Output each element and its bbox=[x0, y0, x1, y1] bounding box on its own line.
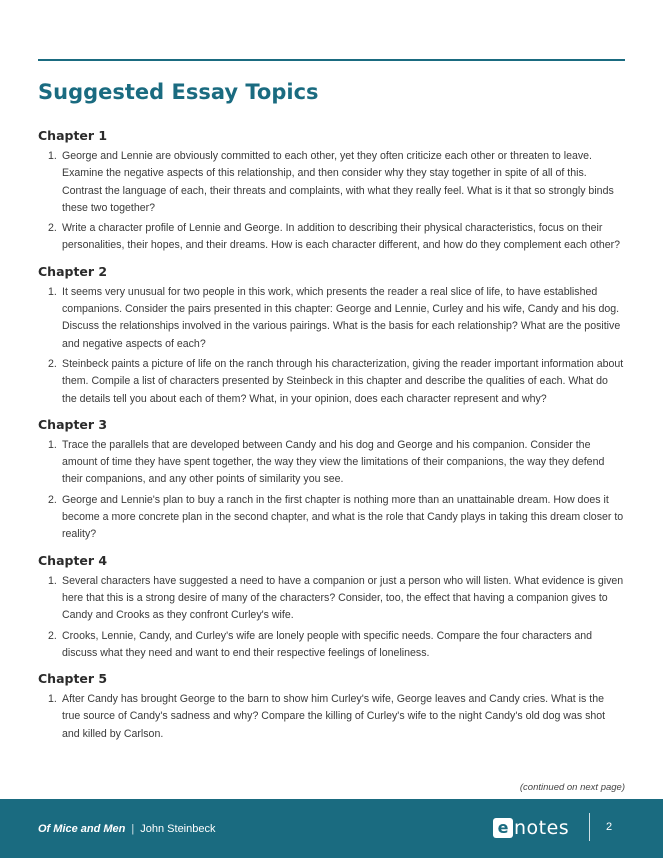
chapter-section bbox=[38, 264, 625, 408]
top-rule bbox=[38, 59, 625, 61]
chapter-heading: Chapter 1 bbox=[38, 128, 108, 143]
topic-item bbox=[38, 356, 625, 408]
chapter-section bbox=[38, 128, 625, 255]
page-number: 2 bbox=[606, 821, 613, 833]
topic-list bbox=[38, 148, 625, 255]
enotes-logo-text: notes bbox=[514, 817, 570, 839]
topic-item bbox=[38, 628, 625, 663]
topic-text: George and Lennie are obviously committed to each other, yet they often criticize each other or threaten to leave. Examine the negative aspects of this relationship, and then consider why they stay together in spite of all of this. Contrast the language of each, their threats and complaints, with what they really feel. What is it that so strongly binds these two together? bbox=[62, 150, 614, 214]
footer-book-info bbox=[38, 823, 215, 835]
topic-list bbox=[38, 691, 625, 743]
topic-text: Several characters have suggested a need to have a companion or just a person who will listen. What evidence is given here that this is a strong desire of many of the characters? Consider, too, the effect that having a companion gives to Candy and Crooks as they confront Curley's wife. bbox=[62, 574, 624, 622]
topic-list bbox=[38, 437, 625, 544]
topic-item bbox=[38, 492, 625, 544]
chapter-heading: Chapter 4 bbox=[38, 552, 108, 568]
topic-number: 1. bbox=[48, 574, 57, 587]
chapter-section bbox=[38, 417, 625, 544]
topic-item bbox=[38, 437, 625, 489]
page-title: Suggested Essay Topics bbox=[38, 80, 319, 104]
topic-text: Trace the parallels that are developed between Candy and his dog and George and his companion. Consider the amount of time they have spent together, the way they view the limitations of their companions, the way they defend their companions, and any other points of similarity you see. bbox=[62, 438, 605, 486]
topic-list bbox=[38, 284, 625, 408]
topic-text: It seems very unusual for two people in this work, which presents the reader a real slice of life, to have established companions. Consider the pairs presented in this chapter: George and Lennie, Curley and his wife, Candy and his dog. Discuss the relationships involved in the various pairings. What is the basis for each relationship? What are the positive and negative aspects of each? bbox=[62, 285, 621, 350]
topic-number: 2. bbox=[48, 629, 57, 642]
continued-note: (continued on next page) bbox=[519, 782, 625, 793]
chapter-heading: Chapter 3 bbox=[38, 416, 108, 432]
topic-number: 1. bbox=[48, 438, 57, 451]
topic-number: 2. bbox=[48, 493, 57, 506]
topic-text: Steinbeck paints a picture of life on the ranch through his characterization, giving the reader important information about them. Compile a list of characters presented by Steinbeck in this chapter and describe the qualities of each. What do the details tell you about each of them? What, in your opinion, does each character represent and why? bbox=[62, 357, 624, 405]
footer-author: John Steinbeck bbox=[140, 823, 216, 835]
chapter-section bbox=[38, 553, 625, 662]
essay-topics-content bbox=[38, 128, 625, 752]
chapter-heading: Chapter 5 bbox=[38, 671, 108, 687]
topic-text: Crooks, Lennie, Candy, and Curley's wife are lonely people with specific needs. Compare the four characters and discuss what they need and want to end their respective feelings of loneliness. bbox=[62, 629, 593, 659]
topic-number: 1. bbox=[48, 150, 57, 162]
topic-text: Write a character profile of Lennie and George. In addition to describing their physical characteristics, focus on their personalities, their hopes, and their dreams. How is each character different, and how do they complement each other? bbox=[62, 222, 621, 252]
enotes-e-icon: e bbox=[493, 818, 513, 838]
footer-separator: | bbox=[131, 823, 135, 835]
topic-item bbox=[38, 148, 625, 217]
topic-text: After Candy has brought George to the barn to show him Curley's wife, George leaves and Candy cries. What is the true source of Candy's sadness and why? Compare the killing of Curley's wife to the night Candy's old dog was shot and killed by Carlson. bbox=[62, 693, 606, 740]
chapter-heading: Chapter 2 bbox=[38, 263, 108, 279]
page-footer bbox=[0, 799, 663, 858]
topic-list bbox=[38, 573, 625, 662]
topic-number: 1. bbox=[48, 285, 57, 298]
topic-item bbox=[38, 284, 625, 353]
topic-text: George and Lennie's plan to buy a ranch in the first chapter is nothing more than an unattainable dream. How does it become a more concrete plan in the second chapter, and what is the role that Candy plays in taking this dream closer to reality? bbox=[62, 493, 624, 541]
topic-item bbox=[38, 573, 625, 625]
footer-divider bbox=[589, 813, 590, 841]
enotes-logo bbox=[493, 816, 569, 840]
footer-book-title: Of Mice and Men bbox=[38, 823, 126, 835]
topic-item bbox=[38, 691, 625, 743]
topic-item bbox=[38, 220, 625, 255]
topic-number: 1. bbox=[48, 693, 57, 706]
chapter-section bbox=[38, 671, 625, 743]
topic-number: 2. bbox=[48, 357, 57, 370]
topic-number: 2. bbox=[48, 222, 57, 235]
